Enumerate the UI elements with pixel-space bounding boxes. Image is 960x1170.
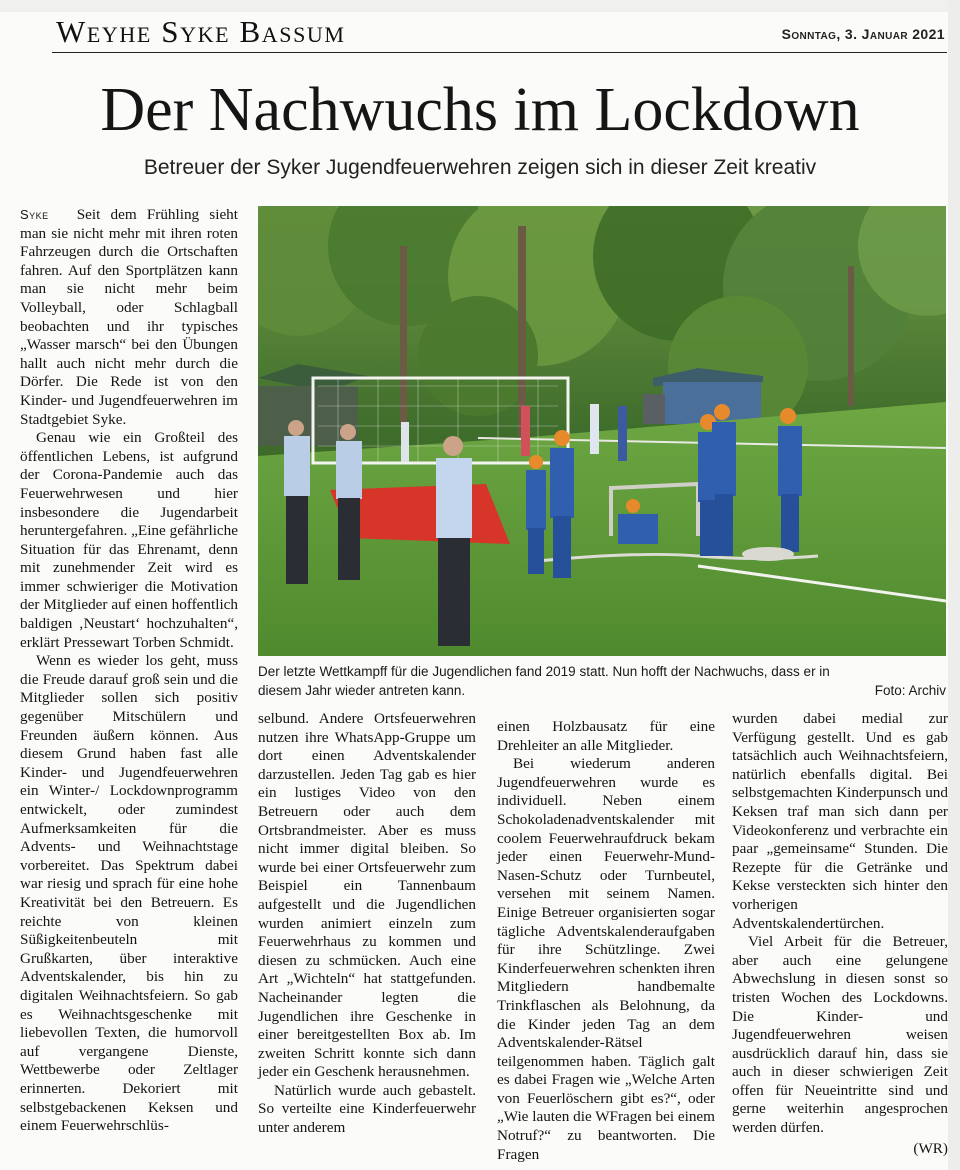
article-paragraph: Bei wiederum anderen Jugendfeuerwehren wurde es individuell. Neben einem Schokoladenadventskalender mit coolem Feuerwehraufdruck bekam jeder einen Feuerwehr-Mund-Nasen-Schutz oder Turnbeutel, versehen mit seinem Namen. Einige Betreuer organisierten sogar tägliche Adventskalenderaufgaben für ihre Schützlinge. Zwei Kinderfeuerwehren schenkten ihren Mitgliedern handbemalte Trinkflaschen als Belohnung, da die Kinder jeden Tag an dem Adventskalender-Rätsel teilgenommen haben. Täglich galt es dabei Fragen wie „Welche Arten von Feuerlöschern gibt es?“, oder „Wie lauten die WFragen bei einem Notruf?“ zu beantworten. Die Fragen	[497, 755, 715, 1163]
article-photo	[258, 206, 946, 656]
paragraph-text: Seit dem Frühling sieht man sie nicht mehr mit ihren roten Fahrzeugen durch die Ortschaften fahren. Auf den Sportplätzen kann man sie nicht mehr beim Volleyball, oder Schlagball beobachten und ihr typisches „Wasser marsch“ bei den Übungen hallt auch nicht mehr durch die Dörfer. Die Rede ist von den Kinder- und Jugendfeuerwehren im Stadtgebiet Syke.	[20, 206, 238, 428]
dateline: Syke	[20, 207, 49, 222]
article-paragraph: einen Holzbausatz für eine Drehleiter an alle Mitglieder.	[497, 718, 715, 754]
article-column-1	[20, 206, 238, 1136]
article-column-3	[497, 718, 715, 1164]
caption-line-2: diesem Jahr wieder antreten kann.	[258, 683, 466, 698]
article-paragraph: Viel Arbeit für die Betreuer, aber auch eine gelungene Abwechslung in diesen sonst so tristen Wochen des Lockdowns. Die Kinder- und Jugendfeuerwehren weisen ausdrücklich darauf hin, dass sie auch in dieser schwierigen Zeit offen für Neueintritte sind und gerne weiterhin angesprochen werden dürfen.	[732, 933, 948, 1137]
masthead-region: Weyhe Syke Bassum	[56, 14, 346, 49]
photo-credit: Foto: Archiv	[874, 683, 946, 698]
article-column-4	[732, 710, 948, 1158]
article-paragraph: Natürlich wurde auch gebastelt. So verteilte eine Kinderfeuerwehr unter anderem	[258, 1081, 476, 1137]
photo-caption	[258, 662, 946, 700]
article-column-2	[258, 710, 476, 1138]
photo-firefighter-competition	[258, 206, 946, 656]
article-paragraph	[20, 206, 238, 429]
author-signature: (WR)	[913, 1139, 948, 1157]
page-top-border	[0, 0, 960, 12]
masthead-date: Sonntag, 3. Januar 2021	[781, 26, 945, 42]
blue-shed	[643, 368, 763, 424]
article-paragraph: Genau wie ein Großteil des öffentlichen Lebens, ist aufgrund der Corona-Pandemie auch das Feuerwehrwesen und hier insbesondere die Jugendarbeit heruntergefahren. „Eine gefährliche Situation für das Ehrenamt, denn mit zunehmender Zeit wird es immer schwieriger die Motivation der Mitglieder auf einen hoffentlich baldigen ‚Neustart‘ hochzuhalten“, erklärt Pressewart Torben Schmidt.	[20, 429, 238, 651]
caption-line-1: Der letzte Wettkampff für die Jugendlichen fand 2019 statt. Nun hofft der Nachwuchs, dass er in	[258, 664, 830, 679]
masthead	[52, 12, 947, 53]
article-paragraph: Wenn es wieder los geht, muss die Freude darauf groß sein und die Mitglieder sollen sich positiv gegenüber Mitschülern und Freunden äußern können. Aus diesem Grund haben fast alle Kinder- und Jugendfeuerwehren ein Winter-/ Lockdownprogramm entwickelt, oder zumindest Aufmerksamkeiten für die Advents- und Weihnachtstage vorbereitet. Das Spektrum dabei war riesig und sprach für eine hohe Kreativität bei den Betreuern. Es reichte von kleinen Süßigkeitenbeuteln mit Grußkarten, über interaktive Adventskalender, bis hin zu digitalen Weihnachtsfeiern. So gab es Weihnachtsgeschenke mit liebevollen Texten, die humorvoll auf vergangene Dienste, Wettbewerbe oder Zeltlager erinnerten. Dekoriert mit selbstgebackenen Keksen und einem Feuerwehrschlüs-	[20, 652, 238, 1135]
article-paragraph: wurden dabei medial zur Verfügung gestellt. Und es gab tatsächlich auch Weihnachtsfeiern, natürlich ebenfalls digital. Bei selbstgemachten Kinderpunsch und Keksen traf man sich dann per Videokonferenz und verbrachte ein paar „gemeinsame“ Stunden. Die Rezepte für die Getränke und Kekse versteckten sich hinter den vorherigen Adventskalendertürchen.	[732, 710, 948, 932]
ground-equipment	[742, 547, 794, 561]
headline: Der Nachwuchs im Lockdown	[100, 76, 860, 144]
subheadline: Betreuer der Syker Jugendfeuerwehren zeigen sich in dieser Zeit kreativ	[143, 156, 817, 179]
article-paragraph: selbund. Andere Ortsfeuerwehren nutzen ihre WhatsApp-Gruppe um dort einen Adventskalender darzustellen. Jeden Tag gab es hier ein lustiges Video von den Betreuern oder auch dem Ortsbrandmeister. Aber es muss nicht immer digital bleiben. So wurde bei einer Ortsfeuerwehr zum Beispiel ein Tannenbaum aufgestellt und die Jugendlichen wurden animiert einzeln zum Feuerwehrhaus zu kommen und diesen zu schmücken. Auch eine Art „Wichteln“ hat stattgefunden. Nacheinander legten die Jugendlichen ihre Geschenke in einer bereitgestellten Box ab. Im zweiten Schritt konnte sich dann jeder ein Geschenk herausnehmen.	[258, 710, 476, 1081]
